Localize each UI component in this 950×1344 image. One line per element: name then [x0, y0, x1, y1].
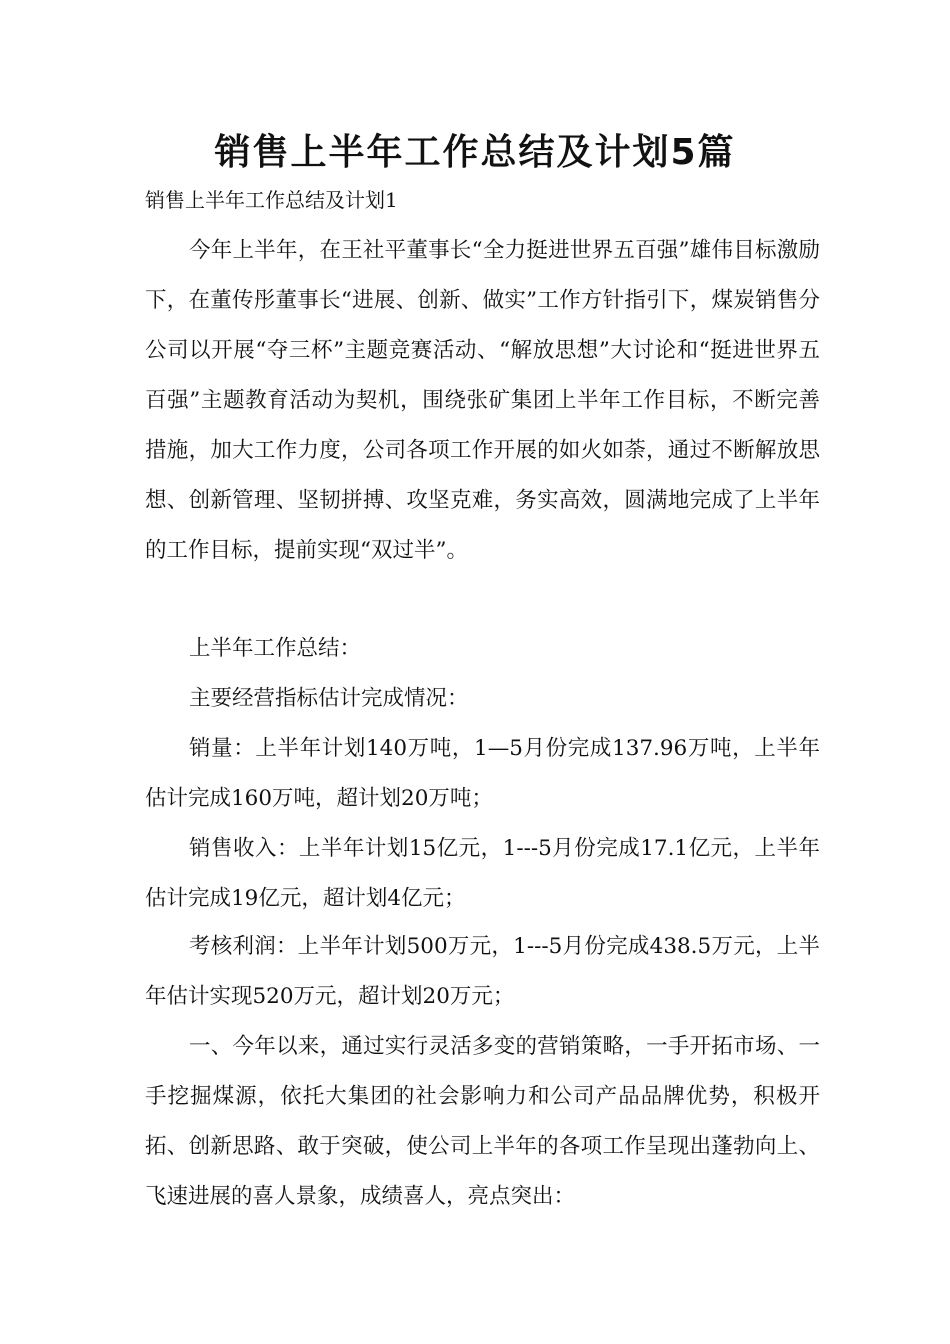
paragraph-sales-revenue: 销售收入：上半年计划15亿元，1---5月份完成17.1亿元，上半年估计完成19亿元，超计划4亿元；	[145, 836, 820, 911]
document-title: 销售上半年工作总结及计划5篇	[214, 132, 736, 173]
paragraph-section-one: 一、今年以来，通过实行灵活多变的营销策略，一手开拓市场、一手挖掘煤源，依托大集团的社会影响力和公司产品品牌优势，积极开拓、创新思路、敢于突破，使公司上半年的各项工作呈现出蓬勃向上、飞速进展的喜人景象，成绩喜人，亮点突出：	[145, 1034, 820, 1209]
paragraph-profit: 考核利润：上半年计划500万元，1---5月份完成438.5万元，上半年估计实现520万元，超计划20万元；	[145, 934, 820, 1009]
paragraph-intro: 今年上半年，在王社平董事长“全力挺进世界五百强”雄伟目标激励下，在董传彤董事长“进展、创新、做实”工作方针指引下，煤炭销售分公司以开展“夺三杯”主题竞赛活动、“解放思想”大讨论和“挺进世界五百强”主题教育活动为契机，围绕张矿集团上半年工作目标，不断完善措施，加大工作力度，公司各项工作开展的如火如荼，通过不断解放思想、创新管理、坚韧拼搏、攻坚克难，务实高效，圆满地完成了上半年的工作目标，提前实现“双过半”。	[145, 238, 820, 563]
paragraph-summary-heading: 上半年工作总结：	[189, 636, 362, 661]
paragraph-sales-volume: 销量：上半年计划140万吨，1—5月份完成137.96万吨，上半年估计完成160万吨，超计划20万吨；	[145, 736, 820, 811]
section-heading: 销售上半年工作总结及计划1	[145, 188, 398, 212]
paragraph-indicators-heading: 主要经营指标估计完成情况：	[189, 686, 469, 711]
